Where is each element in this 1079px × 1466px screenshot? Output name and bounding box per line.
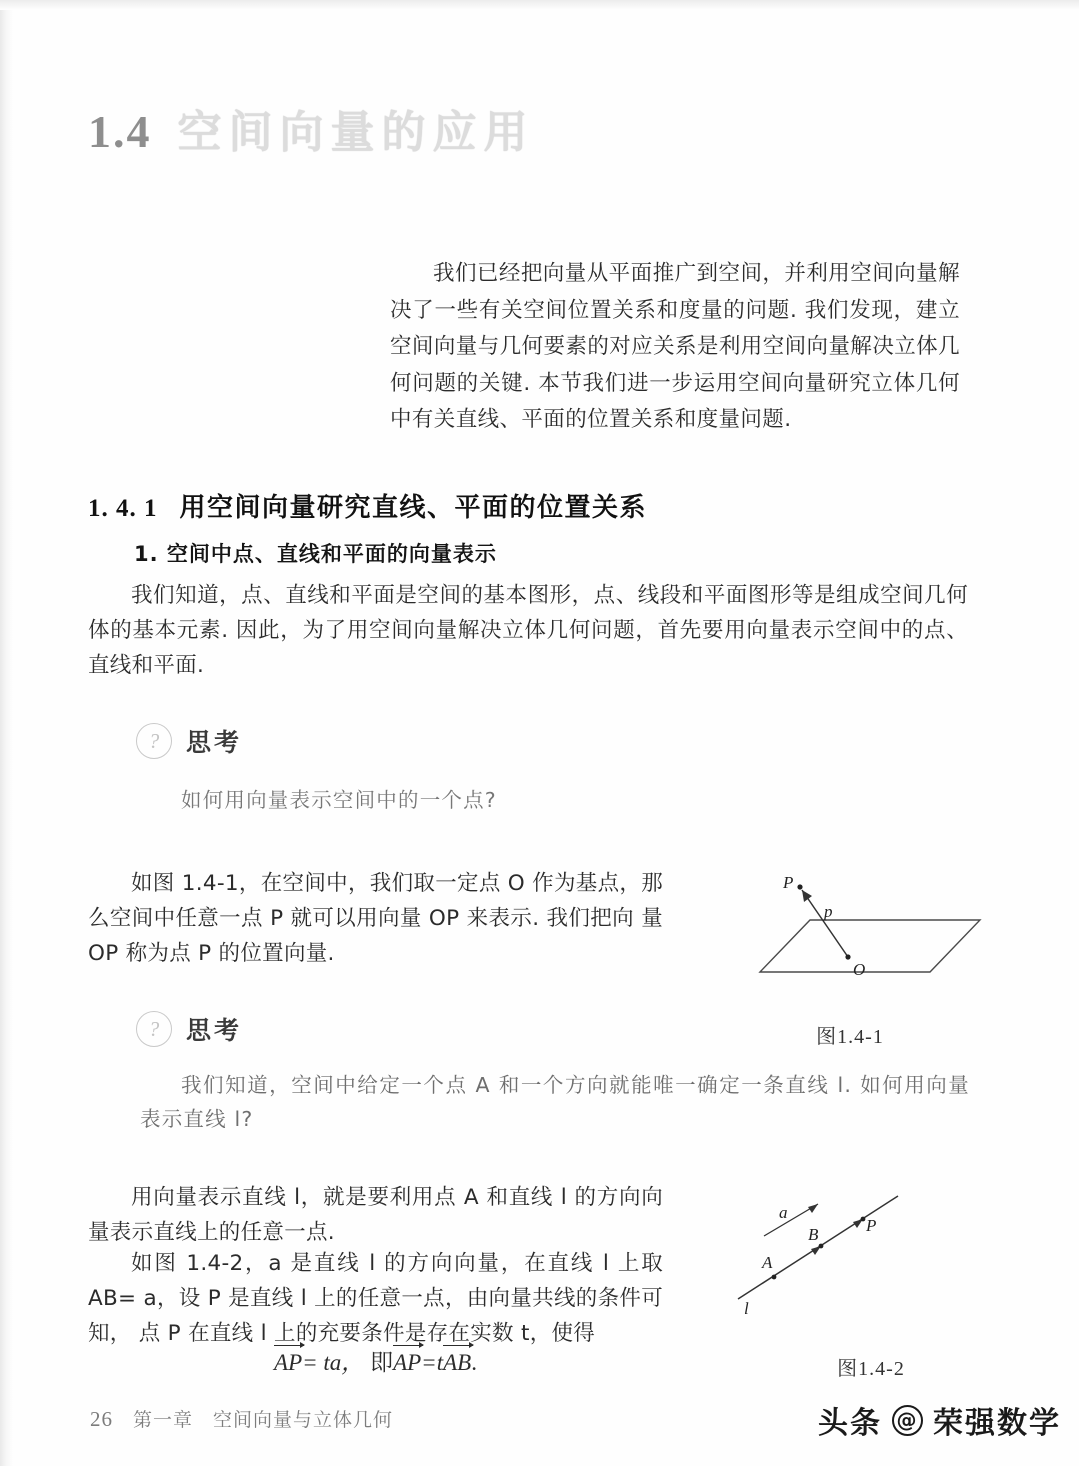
vector-p-arrowhead [802, 890, 812, 902]
subsection-heading: 1. 空间中点、直线和平面的向量表示 [134, 542, 497, 566]
figure-2-caption [726, 1352, 1016, 1381]
figure-2-label-p: P [866, 1216, 877, 1235]
point-b-dot [819, 1244, 824, 1249]
vector-p-line [802, 890, 848, 957]
para-fig1-line-a: 如图 1.4-1，在空间中，我们取一定点 O 作为基点，那 [131, 871, 663, 896]
watermark-platform: 头条 [818, 1406, 882, 1441]
scan-edge-shadow-top [0, 0, 1079, 10]
formula-vector-ap-right: AP [393, 1350, 422, 1375]
plane-parallelogram [760, 920, 980, 972]
paragraph-line-representation: 用向量表示直线 l，就是要利用点 A 和直线 l 的方向向量表示直线上的任意一点. [88, 1185, 663, 1245]
at-symbol-icon: @ [892, 1405, 923, 1436]
figure-2-label-l: l [744, 1299, 749, 1318]
think-label-2: 思考 [186, 1016, 243, 1045]
para-fig1-line-b: 么空间中任意一点 P 就可以用向量 OP 来表示. 我们把向 [88, 906, 634, 931]
formula-vector-ap-left: AP [274, 1350, 303, 1375]
figure-1-caption-cjk: 图 [816, 1024, 838, 1048]
point-o-dot [845, 954, 850, 959]
figure-1-label-p: P [783, 873, 794, 892]
figure-2-label-b: B [808, 1225, 819, 1244]
point-p-dot [797, 884, 802, 889]
section-number: 1. 4. 1 [88, 495, 158, 522]
formula-mid-cjk: 即 [370, 1350, 394, 1375]
formula-ap-equals-tab [88, 1344, 663, 1377]
section-title: 用空间向量研究直线、平面的位置关系 [179, 493, 648, 523]
figure-1-4-2 [726, 1184, 1016, 1381]
figure-2-label-a-point: A [762, 1253, 773, 1272]
para-line-b-1: 如图 1.4-2，a 是直线 l 的方向向量，在直线 l 上取 AB= [88, 1251, 663, 1311]
section-heading [88, 487, 647, 524]
figure-1-4-2-graphic [726, 1184, 1016, 1344]
formula-period: . [471, 1350, 477, 1375]
intro-paragraph: 我们已经把向量从平面推广到空间，并利用空间向量解决了一些有关空间位置关系和度量的问题. 我们发现，建立空间向量与几何要素的对应关系是利用空间向量解决立体几何问题的关键. 本节我们进一步运用空间向量研究立体几何中有关直线、平面的位置关系和度量问题. [390, 261, 960, 432]
figure-1-caption-num: 1.4-1 [837, 1026, 884, 1048]
chapter-title-text: 空间向量的应用 [177, 107, 535, 158]
figure-2-caption-cjk: 图 [837, 1356, 859, 1380]
paragraph-line-collinear [88, 1246, 663, 1351]
footer-chapter-title: 空间向量与立体几何 [213, 1409, 394, 1431]
formula-left-rhs: = ta， [302, 1350, 365, 1375]
figure-1-4-1 [700, 862, 1000, 1049]
think-text-2: 我们知道，空间中给定一个点 A 和一个方向就能唯一确定一条直线 l. 如何用向量表示直线 l? [140, 1073, 970, 1131]
footer-chapter: 第一章 [133, 1409, 194, 1431]
watermark-account: 荣强数学 [933, 1406, 1061, 1441]
think-block-2 [136, 1011, 242, 1047]
para-fig1-line-c: 量 OP 称为点 P 的位置向量. [88, 906, 663, 966]
para-line-b-2: a，设 P 是直线 l 上的任意一点，由向量共线的条件可知， [88, 1286, 663, 1346]
chapter-title [88, 96, 535, 160]
watermark [818, 1398, 1061, 1442]
page-footer [90, 1405, 393, 1432]
figure-2-caption-num: 1.4-2 [858, 1358, 905, 1380]
vector-a-arrowhead [808, 1204, 818, 1213]
formula-vector-ab: AB [443, 1350, 472, 1375]
figure-1-label-vector-p: p [824, 902, 833, 921]
think-text-1: 如何用向量表示空间中的一个点? [181, 788, 497, 812]
point-p-dot [861, 1217, 866, 1222]
footer-page-number: 26 [90, 1407, 113, 1431]
chapter-title-number: 1.4 [88, 106, 152, 157]
think-label-1: 思考 [186, 728, 243, 757]
formula-equals-t: =t [421, 1350, 444, 1375]
question-mark-circle-icon: ? [136, 1011, 172, 1047]
paragraph-position-vector [88, 866, 663, 971]
figure-1-caption [700, 1020, 1000, 1049]
point-a-dot [772, 1275, 777, 1280]
figure-1-4-1-graphic [700, 862, 1000, 1012]
question-mark-circle-icon: ? [136, 723, 172, 759]
figure-1-label-o: O [853, 960, 866, 979]
para-line-b-3: 点 P 在直线 l 上的充要条件是存在实数 t，使得 [138, 1321, 596, 1346]
figure-2-label-vector-a: a [779, 1203, 788, 1222]
paragraph-basics: 我们知道，点、直线和平面是空间的基本图形，点、线段和平面图形等是组成空间几何体的基本元素. 因此，为了用空间向量解决立体几何问题，首先要用向量表示空间中的点、直线和平面. [88, 583, 968, 678]
think-block-1 [136, 723, 242, 759]
scan-edge-shadow-left [0, 0, 14, 1466]
